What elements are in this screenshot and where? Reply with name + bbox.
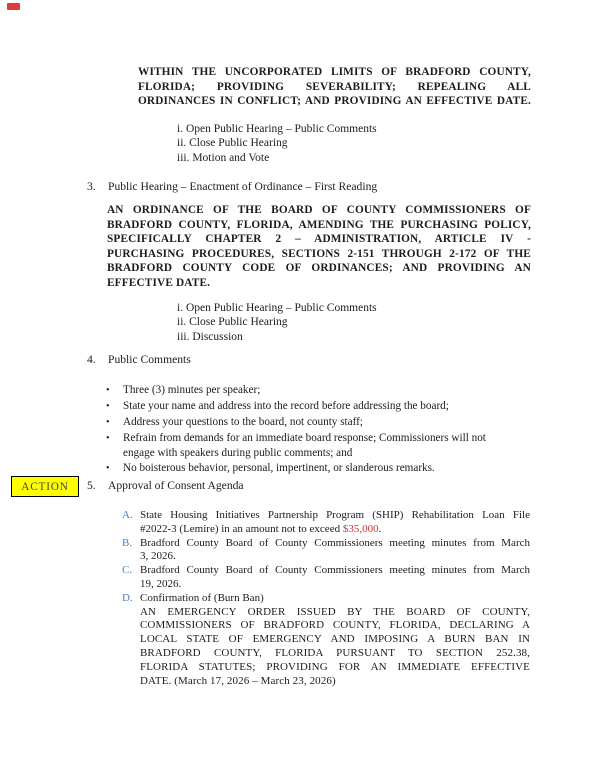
text-line: AN ORDINANCE OF THE BOARD OF COUNTY COMMISSIONERS OF (107, 204, 531, 216)
text-line: State Housing Initiatives Partnership Program (SHIP) Rehabilitation Loan File (140, 509, 530, 521)
amount-value: $35,000 (342, 522, 379, 535)
text-line: Bradford County Board of County Commissioners meeting minutes from March (140, 564, 530, 577)
hearing-steps-list-first (177, 122, 377, 165)
bullet-item (106, 383, 525, 399)
consent-letter: A. (122, 509, 133, 521)
text-line: BRADFORD COUNTY CODE OF ORDINANCES; AND PROVIDING AN (107, 262, 531, 275)
bullet-marker: • (106, 400, 110, 412)
consent-item-b (122, 537, 530, 565)
text-line (140, 523, 530, 537)
hearing-steps-list-second (177, 301, 377, 344)
item-title: Public Comments (108, 353, 191, 366)
action-badge (11, 476, 79, 497)
text-line: Three (3) minutes per speaker; (123, 384, 261, 396)
text-line: PURCHASING PROCEDURES, SECTIONS 2-151 THROUGH 2-172 OF THE (107, 247, 531, 260)
ordinance-continuation-paragraph (138, 65, 531, 109)
consent-letter: C. (122, 564, 133, 577)
agenda-item-5 (87, 479, 547, 493)
consent-item-d (122, 592, 530, 689)
list-item: iii. Discussion (177, 330, 243, 343)
item-number: 5. (87, 479, 96, 492)
ordinance-purchasing-paragraph (107, 203, 531, 291)
consent-item-c (122, 564, 530, 592)
text-line: AN EMERGENCY ORDER ISSUED BY THE BOARD OF COUNTY, (140, 605, 530, 618)
consent-agenda-list (122, 509, 530, 688)
bullet-marker: • (106, 416, 110, 428)
agenda-item-4 (87, 353, 547, 367)
text-line: Address your questions to the board, not county staff; (123, 415, 363, 428)
consent-item-a (122, 509, 530, 537)
text-line: No boisterous behavior, personal, impertinent, or slanderous remarks. (123, 461, 435, 474)
consent-letter: B. (122, 536, 133, 549)
bullet-item (106, 399, 525, 415)
agenda-item-3 (87, 180, 547, 194)
emergency-order-paragraph (140, 606, 530, 689)
text-line: FLORIDA; PROVIDING SEVERABILITY; REPEALING ALL (138, 80, 531, 93)
text-line: LOCAL STATE OF EMERGENCY AND IMPOSING A BURN BAN IN (140, 633, 530, 646)
text-line: EFFECTIVE DATE. (107, 276, 211, 289)
item-number: 3. (87, 180, 96, 193)
text-line: 3, 2026. (140, 550, 176, 563)
list-item: ii. Close Public Hearing (177, 137, 288, 150)
item-number: 4. (87, 353, 96, 366)
text-line: State your name and address into the record before addressing the board; (123, 399, 449, 412)
bullet-item (106, 415, 525, 431)
bullet-item (106, 431, 525, 461)
text-line: Bradford County Board of County Commissioners meeting minutes from March (140, 536, 530, 549)
item-title: Public Hearing – Enactment of Ordinance – First Reading (108, 180, 378, 193)
bullet-marker: • (106, 432, 110, 444)
red-scan-artifact (7, 3, 20, 10)
text-line: DATE. (March 17, 2026 – March 23, 2026) (140, 674, 336, 687)
consent-letter: D. (122, 591, 133, 604)
bullet-item (106, 461, 525, 477)
public-comment-rules-list (106, 383, 525, 476)
text-line: Refrain from demands for an immediate board response; Commissioners will not (123, 431, 486, 444)
text-line: WITHIN THE UNCORPORATED LIMITS OF BRADFORD COUNTY, (138, 66, 531, 78)
amount-suffix: . (378, 522, 382, 535)
text-line: BRADFORD COUNTY, FLORIDA, AMENDING THE PURCHASING POLICY, (107, 218, 531, 231)
amount-context: #2022-3 (Lemire) in an amount not to exceed (140, 522, 343, 535)
text-line: ORDINANCES IN CONFLICT; AND PROVIDING AN EFFECTIVE DATE. (138, 95, 531, 108)
text-line: BRADFORD COUNTY, FLORIDA PURSUANT TO SECTION 252.38, (140, 646, 530, 659)
list-item: iii. Motion and Vote (177, 151, 270, 164)
bullet-marker: • (106, 462, 110, 474)
text-line: engage with speakers during public comments; and (123, 446, 353, 459)
text-line: 19, 2026. (140, 577, 182, 590)
list-item: i. Open Public Hearing – Public Comments (177, 123, 377, 135)
text-line: SPECIFICALLY CHAPTER 2 – ADMINISTRATION, ARTICLE IV - (107, 233, 531, 246)
text-line: FLORIDA STATUTES; PROVIDING FOR AN IMMEDIATE EFFECTIVE (140, 660, 530, 673)
item-title: Approval of Consent Agenda (108, 479, 244, 492)
list-item: i. Open Public Hearing – Public Comments (177, 302, 377, 314)
bullet-marker: • (106, 385, 110, 396)
action-badge-label: ACTION (21, 480, 69, 493)
text-line: Confirmation of (Burn Ban) (140, 591, 264, 604)
text-line: COMMISSIONERS OF BRADFORD COUNTY, FLORIDA, DECLARING A (140, 619, 530, 632)
list-item: ii. Close Public Hearing (177, 316, 288, 329)
